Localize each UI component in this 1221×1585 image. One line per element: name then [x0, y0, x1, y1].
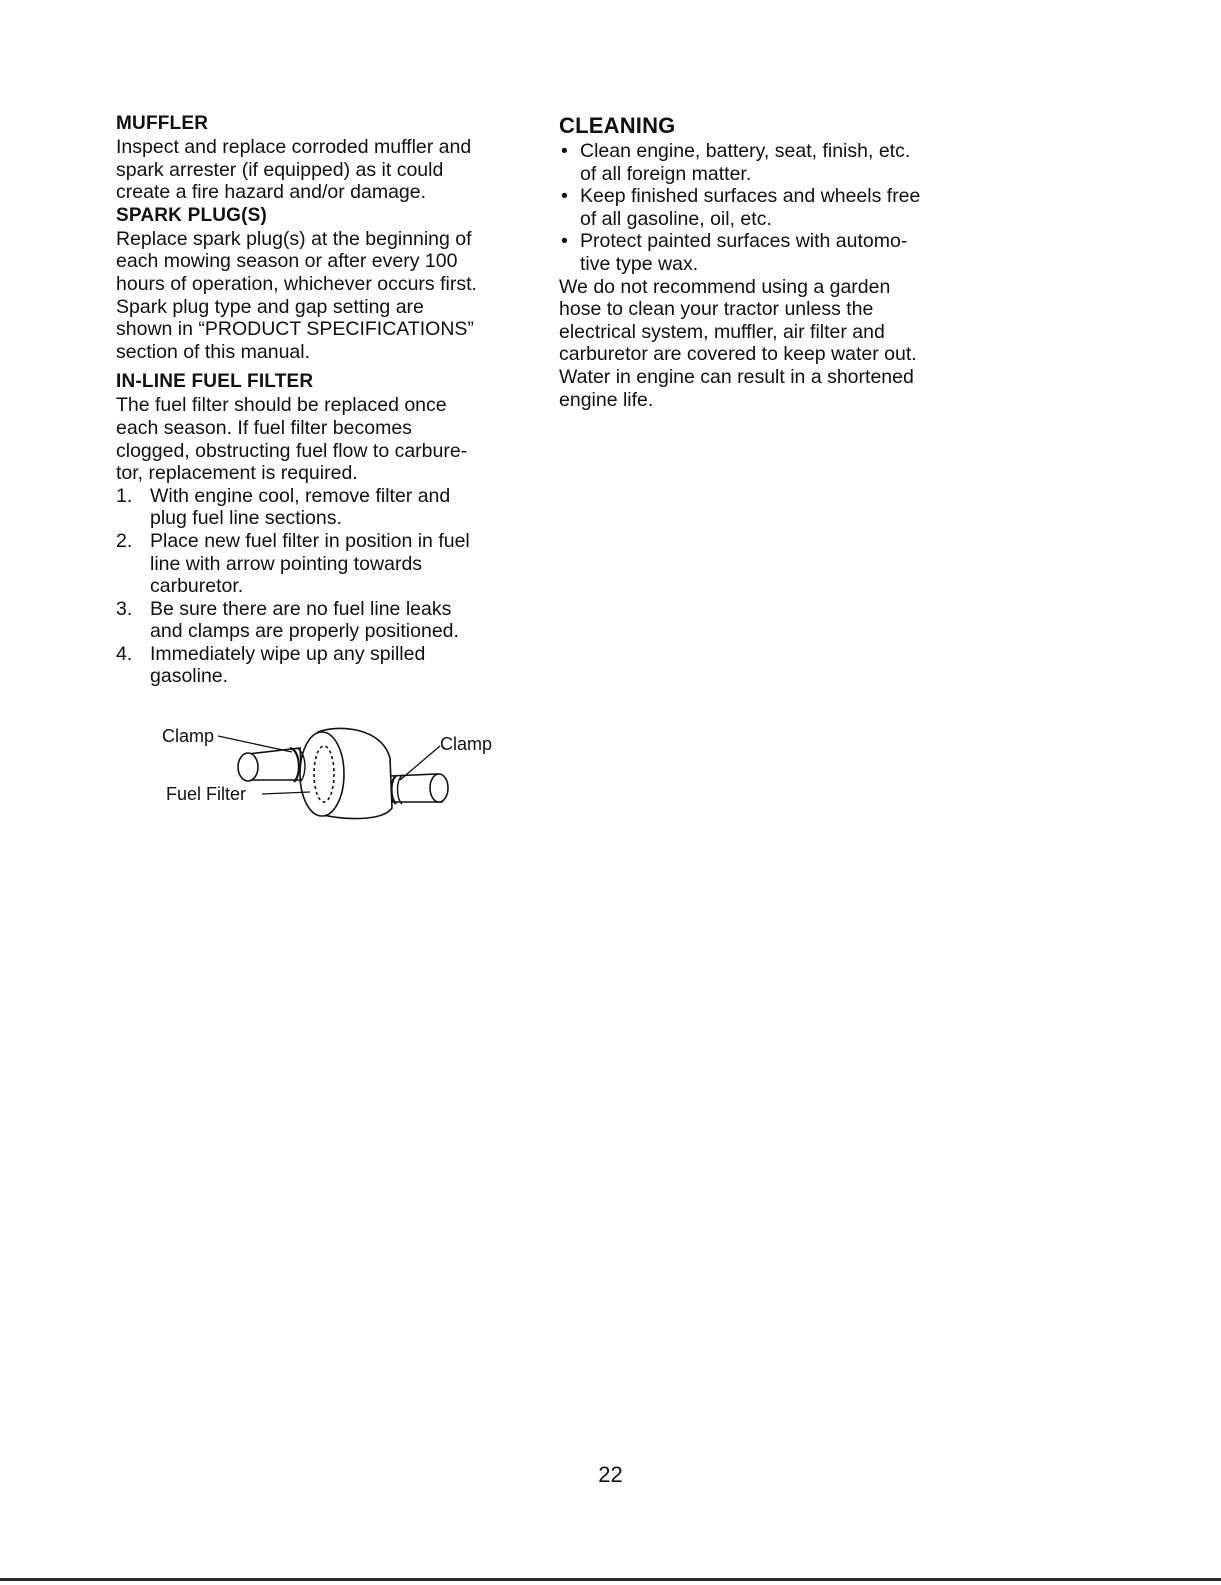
step-item: [116, 598, 536, 643]
clamp-left-label: Clamp: [162, 726, 215, 746]
text-line: The fuel filter should be replaced once: [116, 394, 447, 417]
bullet-item: [559, 230, 979, 275]
fuel-filter-heading: IN-LINE FUEL FILTER: [116, 371, 314, 393]
right-column: [559, 112, 979, 411]
fuel-filter-label: Fuel Filter: [166, 784, 247, 804]
step-item: [116, 643, 536, 688]
muffler-text: [116, 136, 536, 204]
bullet-glyph: •: [561, 185, 568, 208]
text-line: clogged, obstructing fuel flow to carbure-: [116, 439, 468, 462]
spark-plug-heading: SPARK PLUG(S): [116, 204, 268, 226]
step-number: 3.: [116, 597, 133, 620]
step-item: [116, 530, 536, 598]
step-line: carburetor.: [150, 575, 244, 598]
text-line: electrical system, muffler, air filter and: [559, 320, 885, 343]
step-number: 2.: [116, 529, 133, 552]
bullet-line: Protect painted surfaces with automo-: [580, 230, 908, 253]
bullet-item: [559, 140, 979, 185]
bullet-item: [559, 185, 979, 230]
left-column: [116, 112, 536, 688]
bullet-line: of all gasoline, oil, etc.: [580, 207, 772, 230]
cleaning-text: [559, 276, 979, 412]
step-line: line with arrow pointing towards: [150, 552, 423, 575]
step-line: Place new fuel filter in position in fuel: [150, 529, 470, 552]
text-line: Replace spark plug(s) at the beginning of: [116, 227, 472, 250]
cleaning-bullets: [559, 140, 979, 276]
clamp-right-label: Clamp: [440, 734, 493, 754]
step-number: 4.: [116, 642, 133, 665]
page-number: 22: [598, 1462, 623, 1487]
step-item: [116, 485, 536, 530]
text-line: engine life.: [559, 388, 654, 411]
step-line: gasoline.: [150, 665, 229, 688]
text-line: Spark plug type and gap setting are: [116, 295, 424, 318]
text-line: shown in “PRODUCT SPECIFICATIONS”: [116, 318, 474, 341]
step-number: 1.: [116, 484, 133, 507]
text-line: section of this manual.: [116, 340, 311, 363]
bullet-glyph: •: [561, 230, 568, 253]
text-line: tor, replacement is required.: [116, 462, 358, 485]
fuel-filter-figure: [150, 718, 530, 838]
text-line: hours of operation, whichever occurs first.: [116, 272, 477, 295]
step-line: Immediately wipe up any spilled: [150, 642, 426, 665]
bullet-line: Keep finished surfaces and wheels free: [580, 185, 921, 208]
scan-edge-line: [0, 1578, 1221, 1581]
text-line: each season. If fuel filter becomes: [116, 416, 412, 439]
text-line: Inspect and replace corroded muffler and: [116, 136, 472, 158]
text-line: Water in engine can result in a shortened: [559, 365, 914, 388]
spark-plug-text: [116, 228, 536, 364]
text-line: each mowing season or after every 100: [116, 250, 458, 273]
muffler-heading: MUFFLER: [116, 113, 209, 134]
step-line: With engine cool, remove filter and: [150, 484, 451, 507]
bullet-line: Clean engine, battery, seat, finish, etc.: [580, 140, 911, 162]
text-line: create a fire hazard and/or damage.: [116, 181, 427, 204]
text-line: We do not recommend using a garden: [559, 275, 891, 298]
fuel-filter-steps: [116, 485, 536, 688]
step-line: Be sure there are no fuel line leaks: [150, 597, 452, 620]
step-line: and clamps are properly positioned.: [150, 620, 459, 643]
fuel-filter-text: [116, 394, 536, 484]
bullet-line: tive type wax.: [580, 252, 699, 275]
cleaning-heading: CLEANING: [559, 113, 676, 138]
step-line: plug fuel line sections.: [150, 507, 342, 530]
text-line: spark arrester (if equipped) as it could: [116, 158, 444, 181]
bullet-line: of all foreign matter.: [580, 162, 752, 185]
bullet-glyph: •: [561, 140, 568, 162]
text-line: hose to clean your tractor unless the: [559, 298, 874, 321]
text-line: carburetor are covered to keep water out.: [559, 343, 917, 366]
